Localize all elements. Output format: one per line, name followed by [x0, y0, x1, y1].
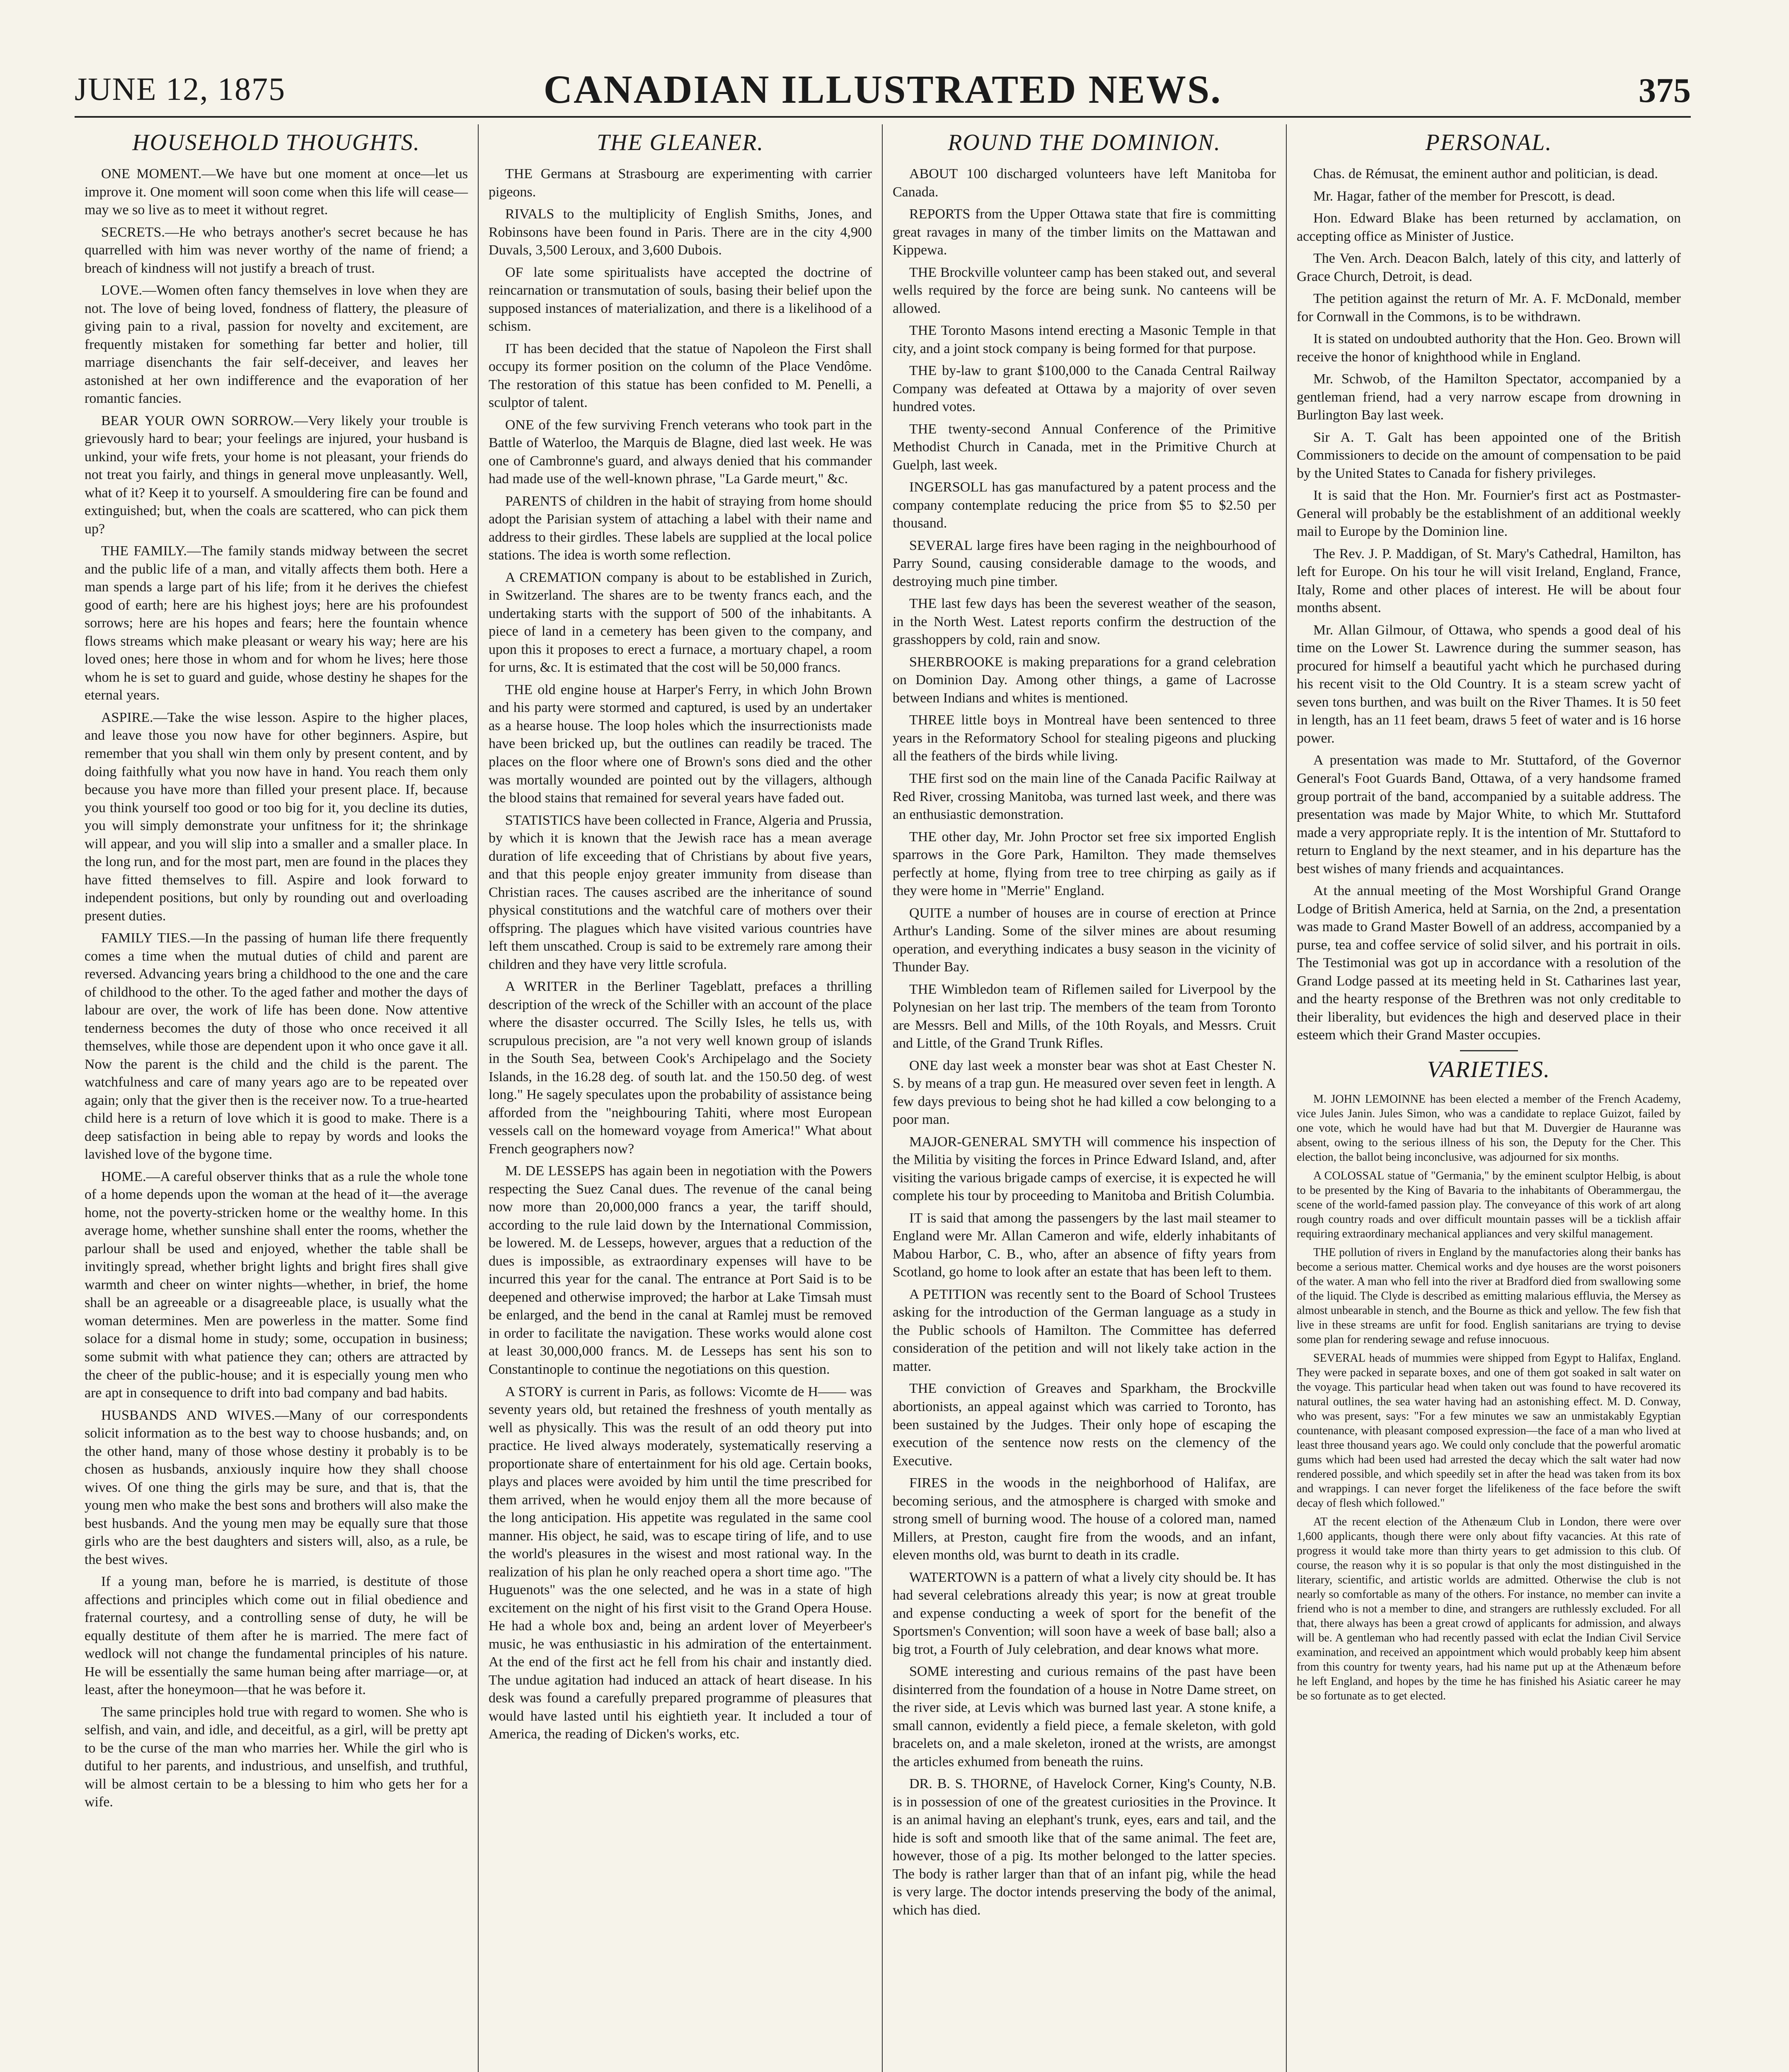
paragraph-lead: RIVALS — [505, 206, 554, 222]
paragraph-text: —In the passing of human life there frequently comes a time when the mutual duties of child and parent are reversed. Advancing years bring a childhood to the one and the care of childhood to the other. To the aged father and mother the days of labour are over, the work of life has been done. Now attentive tenderness becomes the duty of those who once received it all themselves, while those are dependent upon it who once gave it all. Now the parent is the child and the child is the parent. The watchfulness and care of many years ago are to be repeated over again; only that the giver then is the receiver now. To a true-hearted child here is a return of love which it is good to make. There is a deep satisfaction in being able to repay by words and looks the lavished love of the bygone time. — [85, 930, 468, 1162]
paragraph-text: has been elected a member of the French Academy, vice Jules Janin. Jules Simon, who was a candidate to replace Guizot, failed by one vote, which he would have had but that M. Duvergier de Hauranne was absent, owing to the serious illness of his son, the Deputy for the Cher. This election, the ballot being inconclusive, was adjourned for six months. — [1297, 1092, 1681, 1164]
paragraph-lead: SHERBROOKE — [909, 654, 1003, 670]
paragraph-lead: PARENTS — [505, 493, 567, 509]
paragraph-text: Hon. Edward Blake has been returned by acclamation, on accepting office as Minister of Justice. — [1297, 211, 1681, 244]
paragraph-text: is current in Paris, as follows: Vicomte de H—— was seventy years old, but retained the freshness of youth mentally as well as physically. This was the result of an odd theory put into practice. He lived always moderately, systematically reserving a proportionate share of entertainment for his old age. Certain books, plays and places were avoided by him until the time prescribed for them arrived, when he would enjoy them all the more because of the long anticipation. His appetite was regulated in the same cool manner. His object, he said, was to escape tiring of life, and to use the world's pleasures in the wisest and most rational way. In the realization of his plan he only reached opera a short time ago. "The Huguenots" was the one selected, and he was in a state of high excitement on the night of his first visit to the Grand Opera House. He had a whole box and, being an ardent lover of Meyerbeer's music, he was enthusiastic in his admiration of the entertainment. At the end of the first act he fell from his chair and instantly died. The undue agitation had induced an attack of heart disease. In his desk was found a carefully prepared programme of pleasures that would have lasted until his eightieth year. It included a tour of America, the reading of Dicken's works, etc. — [489, 1384, 872, 1742]
article-paragraph — [893, 478, 1276, 533]
paragraph-text: twenty-second Annual Conference of the Primitive Methodist Church in Canada, met in the Primitive Church at Guelph, last week. — [893, 421, 1276, 473]
paragraph-text: —Take the wise lesson. Aspire to the higher places, and leave those you now have for other beginners. Aspire, but remember that you shall win them only by present content, and by doing faithfully what you now have in hand. You reach them only because you have more than filled your present place. If, because you think yourself too good or too big for it, you decline its duties, you will simply demonstrate your unfitness for it; the shrinkage will appear, and you will slip into a smaller and a smaller place. In the long run, and for the most part, men are found in the places they have fitted themselves to fill. Aspire and look forward to independent positions, but only by rounding out and overloading present duties. — [85, 709, 468, 924]
article-paragraph — [1297, 370, 1681, 424]
newspaper-title: CANADIAN ILLUSTRATED NEWS. — [543, 67, 1222, 111]
paragraph-text: Wimbledon team of Riflemen sailed for Liverpool by the Polynesian on her last trip. The members of the team from Toronto are Messrs. Bell and Mills, of the 10th Royals, and Messrs. Cruit and Little, of the Grand Trunk Rifles. — [893, 981, 1276, 1051]
article-paragraph — [85, 1703, 468, 1811]
paragraph-text: Mr. Hagar, father of the member for Prescott, is dead. — [1313, 188, 1615, 204]
article-paragraph — [1297, 1351, 1681, 1510]
article-paragraph — [1297, 330, 1681, 366]
paragraph-lead: THE — [505, 682, 533, 697]
article-paragraph — [1297, 882, 1681, 1044]
column-heading: PERSONAL. — [1425, 130, 1552, 155]
paragraph-text: company is about to be established in Zurich, in Switzerland. The shares are to be twenty francs each, and the undertaking starts with the support of 500 of the inhabitants. A piece of land in a cemetery has been given to the company, and upon this it proposes to erect a furnace, a mortuary chapel, a room for urns, &c. It is estimated that the cost will be 50,000 francs. — [489, 569, 872, 675]
article-paragraph — [893, 420, 1276, 474]
paragraph-lead: THE — [909, 829, 937, 845]
article-paragraph — [1297, 249, 1681, 286]
article-paragraph — [489, 416, 872, 488]
article-paragraph — [893, 770, 1276, 824]
paragraph-text: is a pattern of what a lively city should be. It has had several celebrations already this year; is now at great trouble and expense conducting a week of sport for the benefit of the Sportsmen's Convention; will soon have a week of base ball; also a big trot, a Fourth of July celebration, and dear knows what more. — [893, 1569, 1276, 1657]
paragraph-lead: THE FAMILY. — [101, 543, 187, 559]
paragraph-text: Toronto Masons intend erecting a Masonic Temple in that city, and a joint stock company is being formed for that purpose. — [893, 323, 1276, 356]
column-household-thoughts — [75, 124, 479, 2072]
article-paragraph — [893, 1133, 1276, 1205]
article-paragraph — [489, 569, 872, 677]
paragraph-text: little boys in Montreal have been sentenced to three years in the Reformatory School for stealing pigeons and plucking all the feathers of the birds while living. — [893, 712, 1276, 764]
article-paragraph — [893, 1775, 1276, 1919]
paragraph-text: It is stated on undoubted authority that the Hon. Geo. Brown will receive the honor of knighthood while in England. — [1297, 331, 1681, 365]
article-paragraph — [893, 595, 1276, 649]
paragraph-text: It is said that the Hon. Mr. Fournier's first act as Postmaster-General will probably be the establishment of an additional weekly mail to Europe by the Dominion line. — [1297, 488, 1681, 540]
paragraph-lead: REPORTS — [909, 206, 971, 222]
paragraph-lead: IT — [505, 341, 519, 356]
paragraph-text: A presentation was made to Mr. Stuttaford, of the Governor General's Foot Guards Band, Ottawa, of a very handsome framed group portrait of the band, accompanied by a suitable address. The presentation was made by Major White, to which Mr. Stuttaford made a very appropriate reply. It is the intention of Mr. Stuttaford to return to England by the next steamer, and in his departure has the best wishes of many friends and acquaintances. — [1297, 753, 1681, 876]
paragraph-text: late some spiritualists have accepted the doctrine of reincarnation or transmutation of souls, basing their belief upon the supposed instances of materialization, and there is a likelihood of a schism. — [489, 264, 872, 334]
article-paragraph — [1297, 290, 1681, 326]
column-heading: THE GLEANER. — [596, 130, 764, 155]
article-paragraph — [893, 1663, 1276, 1771]
paragraph-lead: A COLOSSAL — [1313, 1169, 1385, 1182]
article-paragraph — [893, 264, 1276, 318]
masthead — [75, 62, 1691, 133]
paragraph-text: in the Berliner Tageblatt, prefaces a thrilling description of the wreck of the Schiller with an account of the place where the disaster occurred. The Scilly Isles, he tells us, with scrupulous precision, are "a not very well known group of islands in the South Sea, between Cook's Archipelago and the Society Islands, in the 16.28 deg. of south lat. and the 150.50 deg. of west long." He sagely speculates upon the probability of assistance being afforded from the "neighbouring Tahiti, where most European vessels call on the homeward voyage from America!" What about French geographers now? — [489, 979, 872, 1157]
paragraph-lead: FAMILY TIES. — [101, 930, 191, 946]
article-paragraph — [1297, 187, 1681, 206]
paragraph-lead: ABOUT — [909, 166, 958, 182]
article-paragraph — [85, 1168, 468, 1402]
article-paragraph — [85, 281, 468, 408]
paragraph-text: is making preparations for a grand celebration on Dominion Day. Among other things, a game of Lacrosse between Indians and whites is mentioned. — [893, 654, 1276, 706]
paragraph-lead: A STORY — [505, 1384, 564, 1399]
paragraph-text: of the few surviving French veterans who took part in the Battle of Waterloo, the Marquis de Blagne, died last week. He was one of Cambronne's guard, and always denied that his commander had made use of the well-known phrase, "La Garde meurt," &c. — [489, 417, 872, 487]
paragraph-text: other day, Mr. John Proctor set free six imported English sparrows in the Gore Park, Hamilton. They made themselves perfectly at home, flying from tree to tree chirping as gaily as if they were home in "Merrie" England. — [893, 829, 1276, 899]
article-paragraph — [1297, 428, 1681, 483]
paragraph-text: —Women often fancy themselves in love when they are not. The love of being loved, fondness of flattery, the pleasure of giving pain to a rival, passion for novelty and excitement, are frequently mistaken for something far better and holier, till marriage disenchants the fair self-deceiver, and leaves her astonished at her own indifference and the evaporation of her romantic fancies. — [85, 283, 468, 407]
column-the-gleaner — [479, 124, 883, 2072]
article-paragraph — [85, 542, 468, 704]
paragraph-lead: THE — [909, 363, 937, 379]
article-paragraph — [893, 1474, 1276, 1564]
paragraph-lead: FIRES — [909, 1475, 948, 1491]
article-paragraph — [489, 264, 872, 336]
paragraph-lead: LOVE. — [101, 283, 143, 298]
article-paragraph — [893, 205, 1276, 259]
article-paragraph — [489, 1383, 872, 1743]
article-paragraph — [893, 828, 1276, 900]
article-paragraph — [85, 412, 468, 538]
paragraph-text: conviction of Greaves and Sparkham, the Brockville abortionists, an appeal against which was carried to Toronto, has been sustained by the Judges. Their only hope of escaping the execution of the sentence now rests on the clemency of the Executive. — [893, 1381, 1276, 1469]
article-paragraph — [893, 653, 1276, 707]
paragraph-lead: SECRETS. — [101, 224, 165, 240]
article-paragraph — [489, 978, 872, 1158]
article-paragraph — [85, 709, 468, 925]
article-paragraph — [893, 1209, 1276, 1281]
paragraph-text: old engine house at Harper's Ferry, in which John Brown and his party were stormed and captured, is used by an undertaker as a hearse house. The loop holes which the insurrectionists made have been bricked up, but the outlines can readily be traced. The places on the floor where one of Brown's sons died and the other was mortally wounded are pointed out by the villagers, although the blood stains that remained for several years have faded out. — [489, 682, 872, 806]
paragraph-text: Mr. Allan Gilmour, of Ottawa, who spends a good deal of his time on the Lower St. Lawrence during the summer season, has procured for himself a beautiful yacht which he purchased during his recent visit to the Old Country. It is a steam screw yacht of seven tons burthen, and was built on the River Thames. It is 50 feet in length, has an 11 feet beam, draws 5 feet of water and is 16 horse power. — [1297, 622, 1681, 746]
paragraph-text: is said that among the passengers by the last mail steamer to England were Mr. Allan Cameron and wife, elderly inhabitants of Mabou Harbor, C. B., who, after an absence of fifty years from Scotland, go home to look after an estate that has been left to them. — [893, 1210, 1276, 1280]
paragraph-text: was recently sent to the Board of School Trustees asking for the introduction of the German language as a study in the Public schools of Hamilton. The Committee has deferred consideration of the petition and will not likely take action in the matter. — [893, 1286, 1276, 1374]
paragraph-text: statue of "Germania," by the eminent sculptor Helbig, is about to be presented by the King of Bavaria to the inhabitants of Oberammergau, the scene of the world-famed passion play. The conveyance of this work of art along rough country roads and over difficult mountain passes will be a ticklish affair requiring extraordinary mechanical appliances and very skilful management. — [1297, 1169, 1681, 1240]
paragraph-text: day last week a monster bear was shot at East Chester N. S. by means of a trap gun. He measured over seven feet in length. A few days previous to being shot he had killed a cow belonging to a poor man. — [893, 1058, 1276, 1128]
paragraph-lead: A CREMATION — [505, 569, 602, 585]
article-paragraph — [893, 980, 1276, 1053]
article-paragraph — [489, 1162, 872, 1378]
paragraph-lead: ONE — [505, 417, 534, 433]
paragraph-text: from the Upper Ottawa state that fire is committing great ravages in many of the timber limits on the Mattawan and Kippewa. — [893, 206, 1276, 258]
article-paragraph — [893, 1057, 1276, 1129]
paragraph-lead: DR. B. S. THORNE, — [909, 1776, 1032, 1792]
varieties-heading: VARIETIES. — [1427, 1056, 1551, 1082]
paragraph-lead: QUITE — [909, 905, 951, 921]
paragraph-lead: INGERSOLL — [909, 479, 988, 495]
paragraph-text: first sod on the main line of the Canada Pacific Railway at Red River, crossing Manitoba, was turned last week, and there was an enthusiastic demonstration. — [893, 770, 1276, 823]
paragraph-text: —Very likely your trouble is grievously hard to bear; your feelings are injured, your husband is unkind, your wife frets, your home is not pleasant, your friends do not treat you fairly, and things in general move unpleasantly. Well, what of it? Keep it to yourself. A smouldering fire can be found and extinguished; but, when the coals are scattered, who can pick them up? — [85, 413, 468, 537]
article-paragraph — [1297, 1092, 1681, 1164]
paragraph-text: If a young man, before he is married, is destitute of those affections and principles which come out in filial obedience and fraternal courtesy, and a controlling sense of duty, he will be equally destitute of them after he is married. The mere fact of wedlock will not change the fundamental principles of his nature. He will be essentially the same human being after marriage—or, at least, after the honeymoon—that he was before it. — [85, 1574, 468, 1698]
paragraph-lead: SEVERAL — [909, 537, 973, 553]
paragraph-lead: STATISTICS — [505, 812, 581, 828]
paragraph-text: At the annual meeting of the Most Worshipful Grand Orange Lodge of British America, held at Sarnia, on the 2nd, a presentation was made to Grand Master Bowell of an address, accompanied by a purse, tea and coffee service of solid silver, and his portrait in oils. The Testimonial was got up in accordance with a resolution of the Grand Lodge passed at its meeting held in St. Catharines last year, and the hearty response of the Brethren was not only creditable to their liberality, but evidences the high and deserved place in their esteem which their Grand Master occupies. — [1297, 883, 1681, 1043]
paragraph-text: pollution of rivers in England by the manufactories along their banks has become a serious matter. Chemical works and dye houses are the worst poisoners of the water. A man who fell into the river at Bradford died from swallowing some of the liquid. The Clyde is described as emitting malarious effluvia, the Mersey as almost unbearable in stench, and the Bourne as thick and yellow. The few fish that live in these streams are unfit for food. English sanitarians are trying to devise some plan for rendering sewage and refuse innocuous. — [1297, 1246, 1681, 1346]
article-paragraph — [489, 340, 872, 412]
paragraph-text: Chas. de Rémusat, the eminent author and politician, is dead. — [1313, 166, 1658, 182]
paragraph-text: has again been in negotiation with the Powers respecting the Suez Canal dues. The revenue of the canal being now more than 20,000,000 francs a year, the tariff should, according to the rule laid down by the International Commission, be lowered. M. de Lesseps, however, argues that a reduction of the dues is impossible, as extraordinary expenses will have to be incurred this year for the canal. The entrance at Port Said is to be deepened and otherwise improved; the harbor at Lake Timsah must be enlarged, and the bend in the canal at Ramlej must be removed in order to facilitate the navigation. These works would alone cost at least 30,000,000 francs. M. de Lesseps has sent his son to Constantinople to continue the negotiations on this question. — [489, 1163, 872, 1377]
article-paragraph — [85, 1406, 468, 1569]
article-paragraph — [893, 537, 1276, 591]
article-paragraph — [1297, 1245, 1681, 1347]
paragraph-lead: WATERTOWN — [909, 1569, 997, 1585]
article-paragraph — [85, 165, 468, 219]
paragraph-text: The petition against the return of Mr. A. F. McDonald, member for Cornwall in the Commons, is to be withdrawn. — [1297, 291, 1681, 324]
paragraph-lead: ONE MOMENT. — [101, 166, 202, 182]
article-paragraph — [1297, 487, 1681, 541]
paragraph-text: The Rev. J. P. Maddigan, of St. Mary's Cathedral, Hamilton, has left for Europe. On his tour he will visit Ireland, England, France, Italy, Rome and other places of interest. He will be about four months absent. — [1297, 546, 1681, 616]
article-paragraph — [1297, 1169, 1681, 1241]
columns-container — [75, 124, 1691, 2072]
article-paragraph — [489, 205, 872, 259]
article-paragraph — [893, 322, 1276, 358]
page-number: 375 — [1639, 71, 1691, 110]
paragraph-text: heads of mummies were shipped from Egypt to Halifax, England. They were packed in separate boxes, and one of them got soaked in salt water on the voyage. This particular head when taken out was found to have recovered its natural outlines, the sea water having had an astonishing effect. M. D. Conway, who was present, says: "For a few minutes we saw an unmistakably Egyptian countenance, with pleasant composed expression—the face of a man who lived at least three thousand years ago. We could only conclude that the powerful aromatic gums which had been used had arrested the decay which the salt water had now rendered possible, and which speedily set in after the head was taken from its box and wrappings. I can never forget the lifelikeness of the face before the swift decay of flesh which followed." — [1297, 1351, 1681, 1510]
paragraph-lead: M. JOHN LEMOINNE — [1313, 1092, 1426, 1106]
column-heading: ROUND THE DOMINION. — [948, 130, 1221, 155]
paragraph-lead: HUSBANDS AND WIVES. — [101, 1407, 275, 1423]
article-paragraph — [489, 492, 872, 564]
paragraph-lead: SOME — [909, 1664, 949, 1680]
paragraph-text: has been decided that the statue of Napoleon the First shall occupy its former position on the column of the Place Vendôme. The restoration of this statue has been confided to M. Penelli, a sculptor of talent. — [489, 341, 872, 411]
article-paragraph — [893, 904, 1276, 976]
section-divider — [1460, 1050, 1518, 1051]
paragraph-lead: A PETITION — [909, 1286, 987, 1302]
article-paragraph — [489, 681, 872, 807]
article-paragraph — [893, 165, 1276, 201]
paragraph-text: —Many of our correspondents solicit information as to the best way to choose husbands; and, on the other hand, many of those whose destiny it probably is to be chosen as husbands, anxiously inquire how they shall choose wives. Of one thing the girls may be sure, and that is, that the young men who make the best sons and brothers will also make the best husbands. And the young men may be equally sure that those girls who are the best daughters and sisters will, also, as a rule, be the best wives. — [85, 1407, 468, 1567]
article-paragraph — [893, 711, 1276, 765]
paragraph-text: large fires have been raging in the neighbourhood of Parry Sound, causing considerable damage to the woods, and destroying much pine timber. — [893, 537, 1276, 589]
paragraph-text: Mr. Schwob, of the Hamilton Spectator, accompanied by a gentleman friend, had a very narrow escape from drowning in Burlington Bay last week. — [1297, 371, 1681, 423]
paragraph-lead: THREE — [909, 712, 955, 728]
paragraph-text: Brockville volunteer camp has been staked out, and several wells required by the force are being sunk. No canteens will be allowed. — [893, 264, 1276, 316]
article-paragraph — [1297, 751, 1681, 878]
article-paragraph — [489, 165, 872, 201]
article-paragraph — [1297, 165, 1681, 183]
issue-date: JUNE 12, 1875 — [75, 71, 286, 107]
paragraph-text: a number of houses are in course of erection at Prince Arthur's Landing. Some of the silver mines are about resuming operation, and everything indicates a busy season in the vicinity of Thunder Bay. — [893, 905, 1276, 975]
paragraph-lead: THE — [909, 770, 937, 786]
paragraph-text: of children in the habit of straying from home should adopt the Parisian system of attaching a label with their name and address to their girdles. These labels are supplied at the local police stations. The idea is worth some reflection. — [489, 493, 872, 563]
article-paragraph — [893, 1569, 1276, 1659]
varieties-section — [1297, 1092, 1681, 1703]
paragraph-text: 100 discharged volunteers have left Manitoba for Canada. — [893, 166, 1276, 200]
paragraph-lead: AT — [1313, 1515, 1328, 1528]
paragraph-text: have been collected in France, Algeria and Prussia, by which it is known that the Jewish race has a mean average duration of life exceeding that of Christians by about five years, and that this people enjoy greater immunity from disease than Christian races. The causes ascribed are the inheritance of sound physical constitutions and the watchful care of mothers over their offspring. The plagues which have visited various countries have left them unscathed. Croup is said to be extremely rare among their children and they have very little scrofula. — [489, 812, 872, 972]
paragraph-text: Germans at Strasbourg are experimenting with carrier pigeons. — [489, 166, 872, 200]
paragraph-text: of Havelock Corner, King's County, N.B. is in possession of one of the greatest curiosities in the Province. It is an animal having an elephant's trunk, eyes, ears and tail, and the hide is soft and smooth like that of the same animal. The feet are, however, those of a pig. Its mother belonged to the latter species. The body is rather larger than that of an infant pig, while the head is very large. The doctor intends preserving the body of the animal, which has died. — [893, 1776, 1276, 1918]
article-paragraph — [1297, 545, 1681, 617]
paragraph-lead: THE — [909, 323, 937, 339]
paragraph-text: in the woods in the neighborhood of Halifax, are becoming serious, and the atmosphere is charged with smoke and strong smell of burning wood. The house of a colored man, named Millers, at Preston, caught fire from the woods, and an infant, eleven months old, was burnt to death in its cradle. — [893, 1475, 1276, 1563]
paragraph-text: the recent election of the Athenæum Club in London, there were over 1,600 applicants, though there were only about fifty vacancies. At this rate of progress it would take more than thirty years to get admission to this club. Of course, the reason why it is so popular is that only the most distinguished in the literary, scientific, and artistic worlds are admitted. Otherwise the club is not nearly so comfortable as many of the others. For instance, no member can invite a friend who is not a member to dine, and strangers are ruthlessly excluded. For all that, there always has been a great crowd of applicants for admission, and always will be. A gentleman who had recently passed with eclat the Indian Civil Service examination, and received an appointment which would probably keep him absent from this country for twenty years, had his name put up at the Athenæum before he left England, and hopes by the time he has finished his Asiatic career he may be so fortunate as to get elected. — [1297, 1515, 1681, 1702]
article-paragraph — [85, 929, 468, 1164]
paragraph-lead: M. DE LESSEPS — [505, 1163, 605, 1179]
article-paragraph — [85, 1573, 468, 1699]
paragraph-lead: ASPIRE. — [101, 709, 153, 725]
paragraph-lead: THE — [909, 421, 937, 437]
paragraph-lead: THE — [909, 981, 937, 997]
paragraph-text: —A careful observer thinks that as a rule the whole tone of a home depends upon the woman at the head of it—the average home, not the poverty-stricken home or the wealthy home. In this average home, whether sunshine shall enter the rooms, whether the parlour shall be used and enjoyed, whether the table shall be invitingly spread, whether bright lights and bright fires shall give warmth and cheer on winter nights—whether, in brief, the home shall be an agreeable or a disagreeable place, is usually what the woman determines. Men are powerless in the matter. Some find solace for a dismal home in study; some, occupation in business; some submit with what patience they can; others are attracted by the cheer of the public-house; and it is especially young men who are apt in consequence to drift into bad company and bad habits. — [85, 1169, 468, 1401]
column-personal — [1287, 124, 1691, 2072]
article-paragraph — [893, 362, 1276, 416]
paragraph-lead: MAJOR-GENERAL SMYTH — [909, 1134, 1082, 1150]
paragraph-text: The Ven. Arch. Deacon Balch, lately of this city, and latterly of Grace Church, Detroit, is dead. — [1297, 251, 1681, 284]
paragraph-lead: BEAR YOUR OWN SORROW. — [101, 413, 294, 428]
article-paragraph — [489, 811, 872, 974]
article-paragraph — [893, 1380, 1276, 1470]
paragraph-text: interesting and curious remains of the past have been disinterred from the foundation of a house in Notre Dame street, on the river side, at Levis which was burned last year. A stone knife, a small cannon, evidently a field piece, a female skeleton, with gold bracelets on, and a male skeleton, ironed at the wrists, are amongst the articles exhumed from beneath the ruins. — [893, 1664, 1276, 1769]
paragraph-lead: ONE — [909, 1058, 938, 1073]
article-paragraph — [1297, 1515, 1681, 1703]
paragraph-lead: THE — [909, 596, 937, 612]
paragraph-text: will commence his inspection of the Militia by visiting the forces in Prince Edward Island, and, after visiting the various brigade camps of exercise, it is expected he will complete his tour by proceeding to Manitoba and British Columbia. — [893, 1134, 1276, 1204]
paragraph-text: —We have but one moment at once—let us improve it. One moment will soon come when this life will cease—may we so live as to meet it without regret. — [85, 166, 468, 218]
paragraph-lead: A WRITER — [505, 979, 578, 995]
article-paragraph — [85, 223, 468, 278]
column-round-the-dominion — [883, 124, 1287, 2072]
paragraph-text: to the multiplicity of English Smiths, Jones, and Robinsons have been found in Paris. There are in the city 4,900 Duvals, 3,500 Leroux, and 3,600 Dubois. — [489, 206, 872, 258]
paragraph-text: has gas manufactured by a patent process and the company contemplate reducing the price from $5 to $2.50 per thousand. — [893, 479, 1276, 531]
paragraph-lead: THE — [1313, 1246, 1336, 1259]
paragraph-text: last few days has been the severest weather of the season, in the North West. Latest reports confirm the destruction of the grasshoppers by cold, rain and snow. — [893, 596, 1276, 648]
paragraph-text: —The family stands midway between the secret and the public life of a man, and vitally affects them both. Here a man spends a large part of his life; from it he derives the chiefest good of earth; here are his highest joys; here are his profoundest sorrows; here are his hopes and fears; here the fountain whence flows streams which make pleasant or weary his way; here are his loved ones; here those in whom and for whom he lives; here those whom he is set to guard and guide, whose destiny he shapes for the eternal years. — [85, 543, 468, 703]
article-paragraph — [1297, 621, 1681, 748]
paragraph-lead: SEVERAL — [1313, 1351, 1365, 1365]
article-paragraph — [1297, 209, 1681, 245]
paragraph-text: The same principles hold true with regard to women. She who is selfish, and vain, and idle, and deceitful, as a girl, will be pretty apt to be the curse of the man who marries her. While the girl who is dutiful to her parents, and industrious, and unselfish, and truthful, will be almost certain to be a blessing to him who gets her for a wife. — [85, 1704, 468, 1810]
paragraph-lead: OF — [505, 264, 523, 280]
paragraph-text: Sir A. T. Galt has been appointed one of the British Commissioners to decide on the amount of compensation to be paid by the United States to Canada for fishery privileges. — [1297, 429, 1681, 481]
paragraph-lead: IT — [909, 1210, 923, 1226]
article-paragraph — [893, 1285, 1276, 1376]
column-heading: HOUSEHOLD THOUGHTS. — [132, 130, 420, 155]
paragraph-lead: HOME. — [101, 1169, 146, 1184]
paragraph-lead: THE — [909, 1381, 937, 1397]
masthead-rule — [75, 116, 1691, 118]
paragraph-lead: THE — [909, 264, 937, 280]
paragraph-text: by-law to grant $100,000 to the Canada Central Railway Company was defeated at Ottawa by a majority of over seven hundred votes. — [893, 363, 1276, 415]
paragraph-lead: THE — [505, 166, 533, 182]
paragraph-text: —He who betrays another's secret because he has quarrelled with him was never worthy of the name of friend; a breach of kindness will not justify a breach of trust. — [85, 224, 468, 276]
